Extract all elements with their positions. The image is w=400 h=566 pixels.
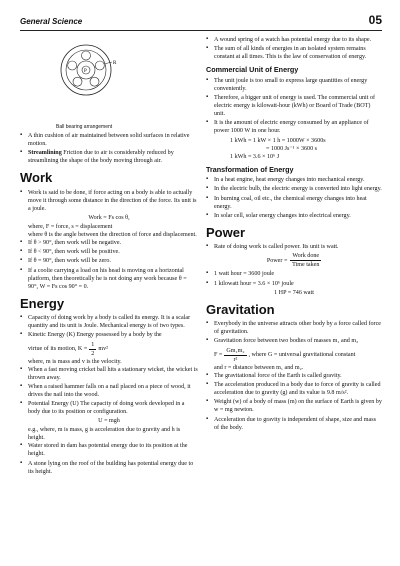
gravitation-where: and r = distance between m₁ and m₂. xyxy=(214,364,304,371)
list-item: ▪ The acceleration produced in a body due to force of gravity is called acceleration due to gravity (g) and its value is 9.8 m/s². xyxy=(206,381,382,397)
list-item: ▪ Streamlining Friction due to air is considerably reduced by streamlining the shape of the body moving through air. xyxy=(20,149,198,165)
list-item: ▪ Everybody in the universe attracts other body by a force called force of gravitation. xyxy=(206,320,382,336)
ball-bearing-figure xyxy=(20,36,198,130)
list-item: ▪ A wound spring of a watch has potential energy due to its shape. xyxy=(206,36,382,44)
right-intro-list xyxy=(206,36,382,61)
list-item: ▪ Therefore, a bigger unit of energy is used. The commercial unit of electric energy is kilowatt-hour (kWh) or Board of Trade (BOT) unit. xyxy=(206,94,382,118)
kwh-eq1: 1 kWh = 1 kW × 1 h = 1000W × 3600s xyxy=(230,137,326,144)
gravitation-formula: F = $\frac{\text{Gm₁m₂}}{\text{r²}}$ , where G = universal gravitational constant xyxy=(214,347,356,363)
left-column xyxy=(20,36,198,477)
commercial-heading: Commercial Unit of Energy xyxy=(206,65,299,75)
label-r: R xyxy=(113,61,117,66)
list-item: ▪ The unit joule is too small to express large quantities of energy conveniently. xyxy=(206,77,382,93)
right-column xyxy=(206,36,382,433)
work-heading: Work xyxy=(20,170,53,186)
section-title: General Science xyxy=(20,17,83,27)
list-item: ▪ A thin cushion of air maintained between solid surfaces in relative motion. xyxy=(20,132,198,148)
left-intro-list xyxy=(20,132,198,165)
label-p: P xyxy=(84,69,87,74)
work-list xyxy=(20,189,198,213)
list-item: ▪ Gravitation force between two bodies of masses m₁ and m₂ xyxy=(206,337,382,345)
list-item: ▪ The gravitational force of the Earth is called gravity. xyxy=(206,372,382,380)
list-item: ▪ Capacity of doing work by a body is called its energy. It is a scalar quantity and its unit is Joule. Mechanical energy is of two types. xyxy=(20,314,198,330)
pe-formula: U = mgh xyxy=(98,418,120,425)
list-item: ▪ If θ < 90°, then work will be positive. xyxy=(20,248,198,256)
power-heading: Power xyxy=(206,224,246,240)
energy-examples xyxy=(20,366,198,417)
list-item: ▪ In solar cell, solar energy changes into electrical energy. xyxy=(206,212,382,220)
work-conditions xyxy=(20,239,198,291)
ball-bearing-diagram xyxy=(60,36,120,106)
list-item: ▪ It is the amount of electric energy consumed by an appliance of power 1000 W in one hour. xyxy=(206,119,382,135)
list-item: ▪ Acceleration due to gravity is independent of shape, size and mass of the body. xyxy=(206,416,382,432)
kwh-eq2: = 1000 Js⁻¹ × 3600 s xyxy=(266,145,318,152)
gravitation-heading: Gravitation xyxy=(206,301,275,317)
pe-where: e.g., where, m is mass, g is acceleration due to gravity and h is height. xyxy=(28,427,181,442)
list-item: ▪ When a fast moving cricket ball hits a stationary wicket, the wicket is thrown away. xyxy=(20,366,198,382)
list-item: ▪ Kinetic Energy (K) Energy possessed by a body by the xyxy=(20,331,198,339)
gravitation-facts xyxy=(206,372,382,432)
list-item: ▪ 1 kilowatt hour = 3.6 × 10⁶ joule xyxy=(206,280,382,288)
list-item: ▪ In burning coal, oil etc., the chemical energy changes into heat energy. xyxy=(206,195,382,211)
list-item: ▪ 1 watt hour = 3600 joule xyxy=(206,270,382,278)
work-formula: Work = Fs cos θ, xyxy=(88,214,130,221)
work-where1: where, F = force, s = displacement xyxy=(28,223,113,230)
list-item: ▪ The sum of all kinds of energies in an isolated system remains constant at all times. This is the law of conservation of energy. xyxy=(206,45,382,61)
list-item: ▪ If a coolie carrying a load on his head is moving on a horizontal platform, then theoretically he is not doing any work because θ = 90°, W = Fs cos 90° = 0. xyxy=(20,267,198,291)
figure-caption: Ball bearing arrangement xyxy=(56,124,113,130)
gravitation-list xyxy=(206,320,382,345)
power-list xyxy=(206,243,382,251)
kwh-eq3: 1 kWh = 3.6 × 10⁶ J xyxy=(230,153,280,160)
power-units xyxy=(206,270,382,287)
energy-examples-2 xyxy=(20,442,198,475)
work-where2: where θ is the angle between the direction of force and displacement. xyxy=(28,231,197,238)
list-item: ▪ Work is said to be done, if force acting on a body is able to actually move it through some distance in the direction of the force. Its unit is a joule. xyxy=(20,189,198,213)
transformation-heading: Transformation of Energy xyxy=(206,164,294,174)
list-item: ▪ Rate of doing work is called power. Its unit is watt. xyxy=(206,243,382,251)
page-number: 05 xyxy=(368,13,382,28)
list-item: ▪ Potential Energy (U) The capacity of doing work developed in a body due to its position or configuration. xyxy=(20,400,198,416)
commercial-list xyxy=(206,77,382,136)
energy-list xyxy=(20,314,198,339)
list-item: ▪ Weight (w) of a body of mass (m) on the surface of Earth is given by w = mg newton. xyxy=(206,398,382,414)
ke-formula: virtue of its motion, K = $\frac{1}{2}$ mv² xyxy=(28,341,108,357)
energy-heading: Energy xyxy=(20,295,65,311)
list-item: ▪ If θ = 90°, then work will be zero. xyxy=(20,257,198,265)
list-item: ▪ If θ > 90°, then work will be negative. xyxy=(20,239,198,247)
power-formula: Power = $\frac{\text{Work done}}{\text{Time taken}}$ xyxy=(266,253,320,269)
ke-where: where, m is mass and v is the velocity. xyxy=(28,358,122,365)
page-header xyxy=(20,10,382,31)
list-item: ▪ Water stored in dam has potential energy due to its position at the height. xyxy=(20,442,198,458)
transformation-list xyxy=(206,176,382,220)
list-item: ▪ In a heat engine, heat energy changes into mechanical energy. xyxy=(206,176,382,184)
list-item: ▪ In the electric bulb, the electric energy is converted into light energy. xyxy=(206,185,382,193)
hp-eq: 1 HP = 746 watt xyxy=(274,289,314,296)
list-item: ▪ When a raised hammer falls on a nail placed on a piece of wood, it drives the nail into the wood. xyxy=(20,383,198,399)
list-item: ▪ A stone lying on the roof of the building has potential energy due to its height. xyxy=(20,460,198,476)
